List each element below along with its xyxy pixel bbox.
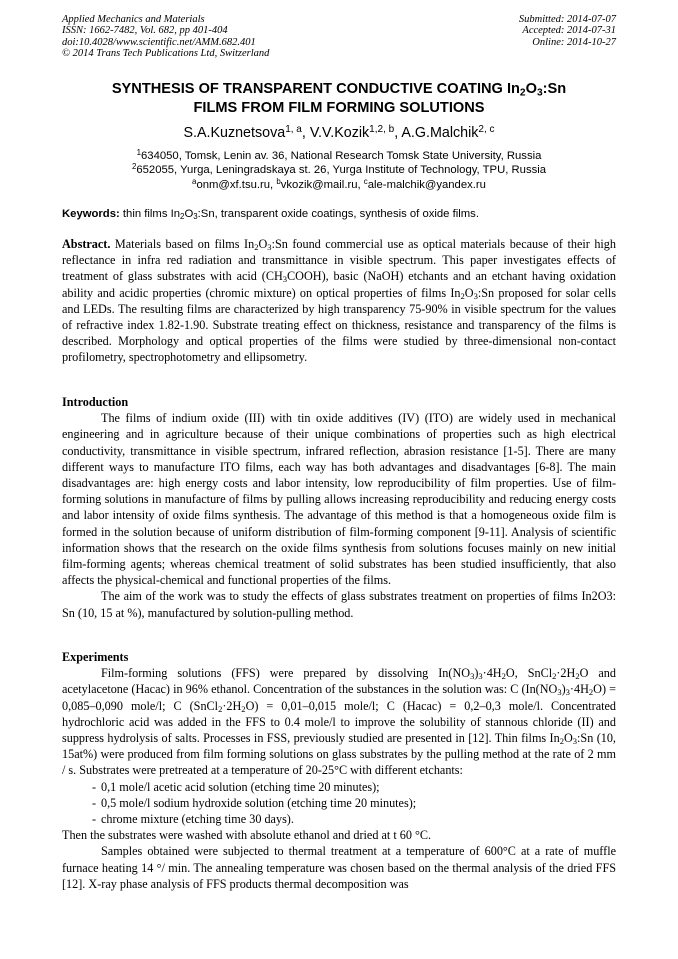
abstract-text: Abstract. Materials based on films $In_2O_3:Sn$ found commercial use as optical materials because of their high reflectance in infra red radiation and transmittance in visible spectrum. This paper investigates effects of treatment of glass substrates with acid $(CH_3COOH)$, basic (NaOH) etchants and an etchant having oxidation ability and acidic properties (chromic mixture) on optical properties of films $In_2O_3:Sn$ proposed for solar cells and LEDs. The resulting films are characterized by high transparency 75-90% in visible spectrum for the values of refractive index 1.82-1.90. Substrate treating effect on thickness, resistance and transparency of the films is described. Morphology and optical properties of the films were studied by three-dimensional non-contact profilometry, spectrophotometry and ellipsometry. [62,237,616,365]
bullet-dash: - [92,779,97,794]
introduction-section [62,394,616,621]
introduction-paragraph-2: The aim of the work was to study the effects of glass substrates treatment on properties of films In2O3: Sn (10, 15 at %), manufactured by solution-pulling method. [62,589,616,620]
keywords-label: Keywords: [62,208,120,220]
title-line-2: FILMS FROM FILM FORMING SOLUTIONS [193,100,485,116]
experiments-section [62,649,616,892]
submitted-date: Submitted: 2014-07-07 [518,14,616,25]
affiliation-2: $^2$652055, Yurga, Leningradskaya st. 26, Yurga Institute of Technology, TPU, Russia [131,162,547,177]
etchant-list [62,779,616,828]
list-item: - chrome mixture (etching time 30 days). [92,812,294,827]
introduction-heading: Introduction [62,395,129,409]
online-date: Online: 2014-10-27 [532,36,616,48]
doi-line: doi:10.4028/www.scientific.net/AMM.682.401 [62,36,256,48]
list-item: - 0,1 mole/l acetic acid solution (etching time 20 minutes); [92,779,380,794]
paper-title [40,80,638,118]
introduction-paragraph-1: The films of indium oxide (III) with tin oxide additives (IV) (ITO) are widely used in mechanical engineering and in agriculture because of their unique combinations of properties such as high electrical conductivity, transmittance in visible spectrum, infrared reflection, abrasion resistance [1-5]. There are many different ways to manufacture ITO films, each way has both advantages and disadvantages [6-8]. The main disadvantages are: high energy costs and labor intensity, low reproducibility of film properties. Use of film-forming solutions in manufacture of films by pulling allows increasing reproducibility and reducing energy costs and labor intensity of oxide films synthesis. The advantage of this method is that a homogeneous oxide film is formed in the solution because of uniform distribution of film-forming component [9-11]. Analysis of scientific information shows that the research on the oxide films synthesis from solutions focuses mainly on new initial film-forming agents; whereas chemical treatment of solid substrates has been studied insufficiently, that also affects the physical-chemical and functional properties of the films. [62,411,616,588]
journal-info [62,14,269,59]
experiments-paragraph-1: Film-forming solutions (FFS) were prepared by dissolving $In(NO_3)_3\cdot 4H_2O$, $SnCl_2\cdot 2H_2O$ and acetylacetone (Hacac) in 96% ethanol. Concentration of the substances in the solution was: C $(In(NO_3)_3\cdot 4H_2O) = 0,085-0,090$ mole/l; C $(SnCl_2\cdot 2H_2O) = 0,01-0,015$ mole/l; C (Hacac) = 0,2–0,3 mole/l. Concentrated hydrochloric acid was added in the FFS to 0.4 mole/l to improve the solubility of stannous chloride (II) and suppress hydrolysis of salts. Processes in FSS, previously studied are presented in [12]. Thin films $In_2O_3:Sn$ (10, 15at%) were produced from film forming solutions on glass substrates by the pulling method at the rate of 2 mm / s. Substrates were pretreated at a temperature of 20-25°C with different etchants: [62,666,616,778]
author-2: , V.V.Kozik [301,125,370,141]
email-b[interactable]: vkozik@mail.ru, [280,178,364,191]
keywords: Keywords: thin films $In_2O_3:Sn$, transparent oxide coatings, synthesis of oxide films. [62,208,479,221]
copyright-line: © 2014 Trans Tech Publications Ltd, Switzerland [62,47,270,59]
abstract [62,236,616,366]
experiments-paragraph-3: Samples obtained were subjected to thermal treatment at a temperature of 600°C at a rate of muffle furnace heating 14 °/ min. The annealing temperature was chosen based on the thermal analysis of the dried FFS [12]. X-ray phase analysis of FFS products thermal decomposition was [62,844,616,891]
author-list: S.A.Kuznetsova$^{1, a}$, V.V.Kozik$^{1,2, b}$, A.G.Malchik$^{2, c}$ [183,124,495,141]
email-list: $^a$onm@xf.tsu.ru, $^b$vkozik@mail.ru, $^c$ale-malchik@yandex.ru [192,176,486,191]
experiments-paragraph-2: Then the substrates were washed with absolute ethanol and dried at t 60 °C. [62,828,432,843]
submission-dates [519,14,616,48]
email-a[interactable]: onm@xf.tsu.ru, [196,178,277,191]
author-1: S.A.Kuznetsova [183,125,286,141]
affiliation-1: $^1$634050, Tomsk, Lenin av. 36, National Research Tomsk State University, Russia [136,148,542,162]
issn-line: ISSN: 1662-7482, Vol. 682, pp 401-404 [62,25,228,37]
email-c[interactable]: ale-malchik@yandex.ru [367,178,486,191]
title-line-1: SYNTHESIS OF TRANSPARENT CONDUCTIVE COATING $In_2O_3:Sn$ [111,81,567,99]
experiments-heading: Experiments [62,650,129,664]
accepted-date: Accepted: 2014-07-31 [522,25,616,37]
abstract-label: Abstract. [62,237,111,251]
author-3: , A.G.Malchik [394,125,479,141]
bullet-dash: - [92,795,97,810]
bullet-dash: - [92,812,97,827]
affiliations [40,149,638,192]
list-item: - 0,5 mole/l sodium hydroxide solution (etching time 20 minutes); [92,795,417,810]
journal-name: Applied Mechanics and Materials [62,14,205,25]
